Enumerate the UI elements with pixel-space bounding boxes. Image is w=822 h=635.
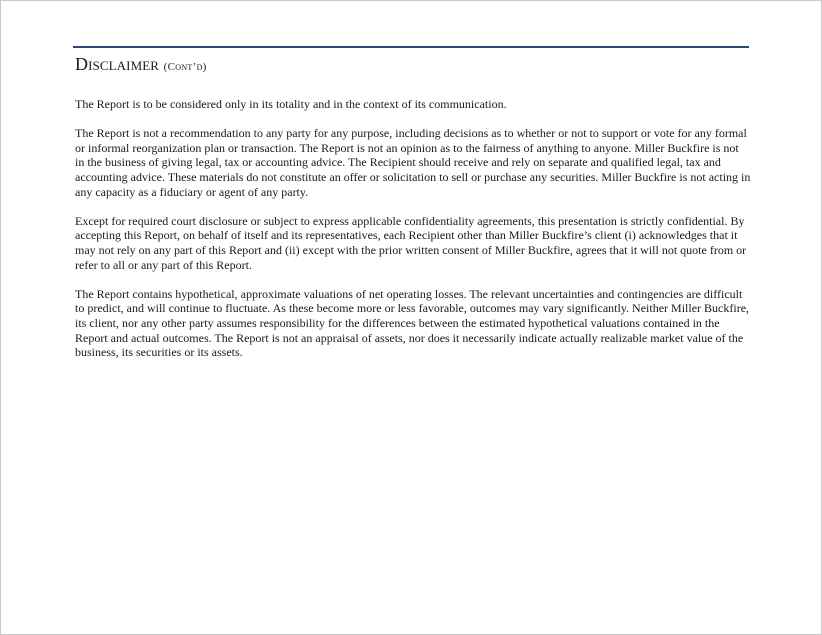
paragraph-1: The Report is to be considered only in its totality and in the context of its communication. bbox=[75, 97, 507, 111]
disclaimer-body bbox=[75, 97, 751, 374]
paragraph-4: The Report contains hypothetical, approximate valuations of net operating losses. The relevant uncertainties and contingencies are difficult to predict, and will continue to fluctuate. As these become more or less favorable, outcomes may vary significantly. Neither Miller Buckfire, its client, nor any other party assumes responsibility for the differences between the estimated hypothetical valuations contained in the Report and actual outcomes. The Report is not an appraisal of assets, nor does it necessarily indicate actually realizable market value of the business, its securities or its assets. bbox=[75, 286, 750, 360]
paragraph-2: The Report is not a recommendation to any party for any purpose, including decisions as to whether or not to support or vote for any formal or informal reorganization plan or transaction. The Report is not an opinion as to the fairness of anything to anyone. Miller Buckfire is not in the business of giving legal, tax or accounting advice. The Recipient should receive and rely on separate and qualified legal, tax and accounting advice. These materials do not constitute an offer or solicitation to sell or purchase any securities. Miller Buckfire is not acting in any capacity as a fiduciary or agent of any party. bbox=[75, 126, 751, 199]
page-title bbox=[75, 54, 207, 75]
header-rule bbox=[73, 46, 749, 48]
title-main: Disclaimer bbox=[75, 54, 160, 74]
paragraph-3: Except for required court disclosure or subject to express applicable confidentiality agreements, this presentation is strictly confidential. By accepting this Report, on behalf of itself and its representatives, each Recipient other than Miller Buckfire’s client (i) acknowledges that it may not rely on any part of this Report and (ii) except with the prior written consent of Miller Buckfire, agrees that it will not quote from or refer to all or any part of this Report. bbox=[75, 213, 747, 272]
title-suffix: (Cont’d) bbox=[163, 61, 207, 73]
